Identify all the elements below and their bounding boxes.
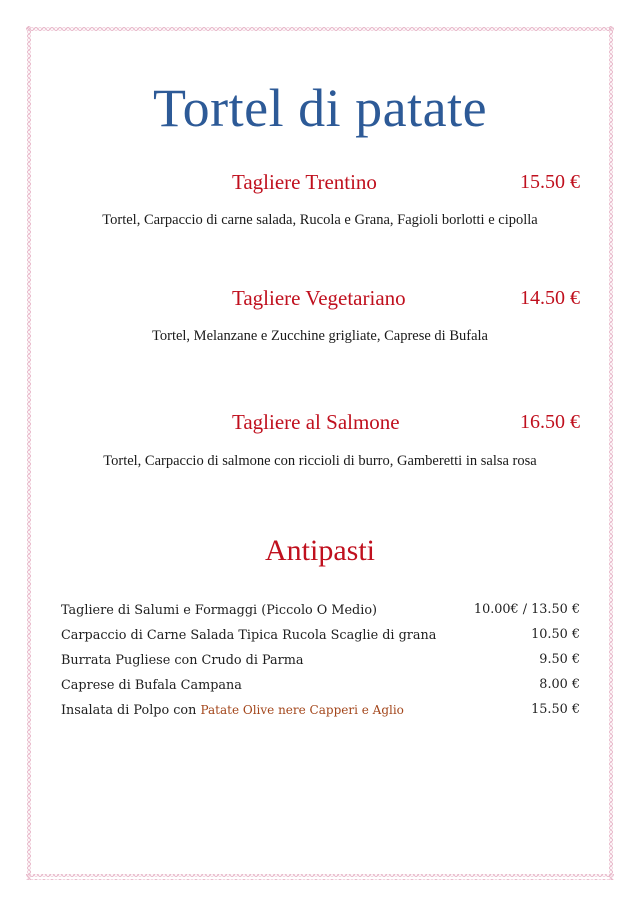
item-name-text: Caprese di Bufala Campana [61,678,242,693]
list-item [61,624,580,649]
platter-name: Tagliere Trentino [232,170,377,194]
item-name [61,699,404,722]
item-price: 8.00 € [539,677,580,692]
platter-description: Tortel, Carpaccio di carne salada, Rucola e Grana, Fagioli borlotti e cipolla [102,212,538,228]
platter-description: Tortel, Melanzane e Zucchine grigliate, Caprese di Bufala [152,328,488,344]
item-name [61,674,242,697]
item-name [61,599,377,622]
item-name [61,649,304,672]
item-accent-text: Patate Olive nere Capperi e Aglio [200,703,404,717]
item-name-text: Tagliere di Salumi e Formaggi (Piccolo O Medio) [61,603,378,618]
item-name [61,624,436,647]
list-item [61,674,580,699]
platter-price: 15.50 € [520,171,580,193]
item-price: 9.50 € [539,652,580,667]
antipasti-list [61,599,580,724]
item-price: 10.50 € [531,627,580,642]
item-price: 10.00€ / 13.50 € [473,602,580,617]
item-price: 15.50 € [531,702,580,717]
list-item [61,649,580,674]
page-title: Tortel di patate [152,78,488,138]
platter-description: Tortel, Carpaccio di salmone con riccioli di burro, Gamberetti in salsa rosa [103,453,537,469]
platter-name: Tagliere al Salmone [232,410,400,434]
item-name-text: Burrata Pugliese con Crudo di Parma [61,653,304,668]
platter-price: 14.50 € [520,287,580,309]
list-item [61,699,580,724]
list-item [61,599,580,624]
section-title-antipasti: Antipasti [265,534,375,567]
item-name-text: Carpaccio di Carne Salada Tipica Rucola Scaglie di grana [61,628,437,643]
item-name-text: Insalata di Polpo con [61,703,201,718]
platter-price: 16.50 € [520,411,580,433]
platter-name: Tagliere Vegetariano [232,286,406,310]
